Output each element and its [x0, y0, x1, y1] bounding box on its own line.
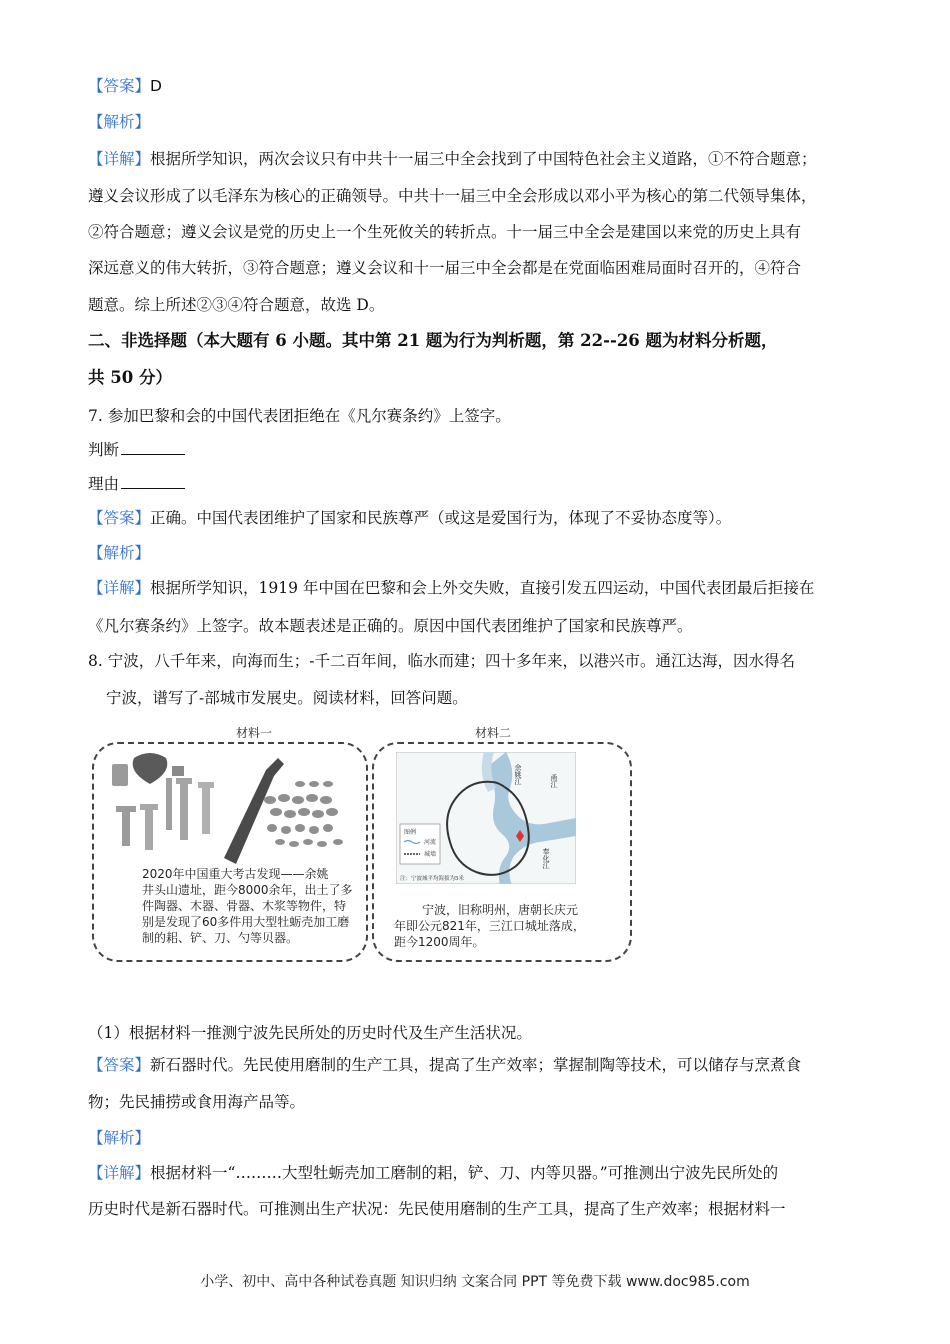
answer-line	[88, 508, 731, 528]
artifact-pot	[133, 753, 168, 784]
answer-line	[88, 76, 162, 96]
material1-caption-3: 件陶器、木器、骨器、木浆等物件，特	[142, 899, 347, 913]
label-fenghua-river: 奉化江	[542, 848, 550, 869]
artifacts-illustration	[94, 744, 366, 864]
section-heading-cont: 共 50 分）	[88, 368, 172, 387]
ningbo-map	[396, 752, 576, 884]
question-7: 7. 参加巴黎和会的中国代表团拒绝在《凡尔赛条约》上签字。	[88, 407, 511, 425]
judgement-label: 判断	[88, 441, 120, 459]
legend-wall-label: 城墙	[424, 851, 437, 858]
section-heading: 二、非选择题（本大题有 6 小题。其中第 21 题为行为判析题，第 22--26 题为材料分析题，	[88, 331, 778, 350]
question-8-cont: 宁波，谱写了-部城市发展史。阅读材料，回答问题。	[106, 689, 468, 707]
material2-caption-1: 宁波，旧称明州，唐朝长庆元	[422, 903, 579, 917]
legend-river-label: 河流	[424, 839, 437, 846]
material2-panel	[372, 742, 632, 962]
judgement-line	[88, 440, 185, 460]
material1-caption-2: 井头山遗址，距今8000余年，出土了多	[142, 883, 353, 897]
artifact-shard	[112, 764, 128, 786]
artifact-tool	[140, 804, 158, 850]
judgement-blank	[121, 440, 185, 455]
detail-tag: 【详解】	[88, 1164, 151, 1182]
artifact-tool	[166, 778, 172, 830]
legend-title: 图例	[404, 829, 417, 836]
label-yuyao-river: 余姚江	[514, 764, 522, 785]
artifact-tool	[198, 782, 214, 834]
answer-line	[88, 1055, 801, 1075]
analysis-tag: 【解析】	[88, 1129, 151, 1147]
page-footer: 小学、初中、高中各种试卷真题 知识归纳 文案合同 PPT 等免费下载 www.doc985.com	[200, 1274, 750, 1290]
material1-caption-1: 2020年中国重大考古发现——余姚	[142, 867, 329, 881]
label-yong-river: 甬江	[550, 774, 558, 788]
text-line: 题意。综上所述②③④符合题意，故选 D。	[88, 296, 385, 314]
detail-text: 根据材料一“………大型牡蛎壳加工磨制的耜，铲、刀、内等贝器。”可推测出宁波先民所处的	[150, 1164, 779, 1182]
answer-tag: 【答案】	[88, 509, 151, 527]
material2-caption-3: 距今1200周年。	[394, 935, 485, 949]
question-8: 8. 宁波，八千年来，向海而生；-千二百年间，临水而建；四十多年来，以港兴市。通江达海，因水得名	[88, 652, 795, 670]
detail-line	[88, 149, 817, 169]
text-line: 遵义会议形成了以毛泽东为核心的正确领导。中共十一届三中全会形成以邓小平为核心的第二代领导集体，	[88, 187, 817, 205]
detail-tag: 【详解】	[88, 579, 151, 597]
detail-text: 根据所学知识，两次会议只有中共十一届三中全会找到了中国特色社会主义道路，①不符合题意；	[150, 150, 817, 168]
text-line: 《凡尔赛条约》上签字。故本题表述是正确的。原因中国代表团维护了国家和民族尊严。	[88, 617, 693, 635]
material1-caption-5: 制的耜、铲、刀、勺等贝器。	[142, 931, 299, 945]
material1-caption-4: 别是发现了60多件用大型牡蛎壳加工磨	[142, 915, 350, 929]
material2-caption-2: 年即公元821年，三江口城址落成，	[394, 919, 585, 933]
question-8-1: （1）根据材料一推测宁波先民所处的历史时代及生产生活状况。	[88, 1024, 532, 1042]
reason-blank	[121, 474, 185, 489]
answer-tag: 【答案】	[88, 77, 151, 95]
artifact-tool	[176, 778, 192, 840]
artifact-tool	[116, 806, 136, 846]
artifact-shard	[172, 766, 184, 776]
answer-text: 新石器时代。先民使用磨制的生产工具，提高了生产效率；掌握制陶等技术，可以储存与烹煮食	[150, 1056, 802, 1074]
detail-line	[88, 1163, 778, 1183]
detail-tag: 【详解】	[88, 150, 151, 168]
analysis-tag: 【解析】	[88, 544, 151, 562]
text-line: 物；先民捕捞或食用海产品等。	[88, 1093, 306, 1111]
reason-label: 理由	[88, 475, 120, 493]
text-line: ②符合题意；遵义会议是党的历史上一个生死攸关的转折点。十一届三中全会是建国以来党的历史上具有	[88, 223, 802, 241]
material1-title: 材料一	[236, 726, 273, 740]
answer-tag: 【答案】	[88, 1056, 151, 1074]
detail-line	[88, 578, 814, 598]
detail-text: 根据所学知识，1919 年中国在巴黎和会上外交失败，直接引发五四运动，中国代表团最后拒接在	[150, 579, 815, 597]
text-line: 历史时代是新石器时代。可推测出生产状况：先民使用磨制的生产工具，提高了生产效率；根据材料一	[88, 1200, 786, 1218]
text-line: 深远意义的伟大转折，③符合题意；遵义会议和十一届三中全会都是在党面临困难局面时召开的，④符合	[88, 259, 802, 277]
answer-text: 正确。中国代表团维护了国家和民族尊严（或这是爱国行为，体现了不妥协态度等）。	[150, 509, 732, 527]
reason-line	[88, 474, 185, 494]
material1-panel	[92, 742, 368, 962]
shell-tools-cluster	[264, 781, 343, 847]
map-note: 注：宁波城平均海拔为5米	[400, 876, 465, 882]
material2-title: 材料二	[475, 726, 512, 740]
answer-text: D	[150, 77, 162, 95]
analysis-tag: 【解析】	[88, 113, 151, 131]
